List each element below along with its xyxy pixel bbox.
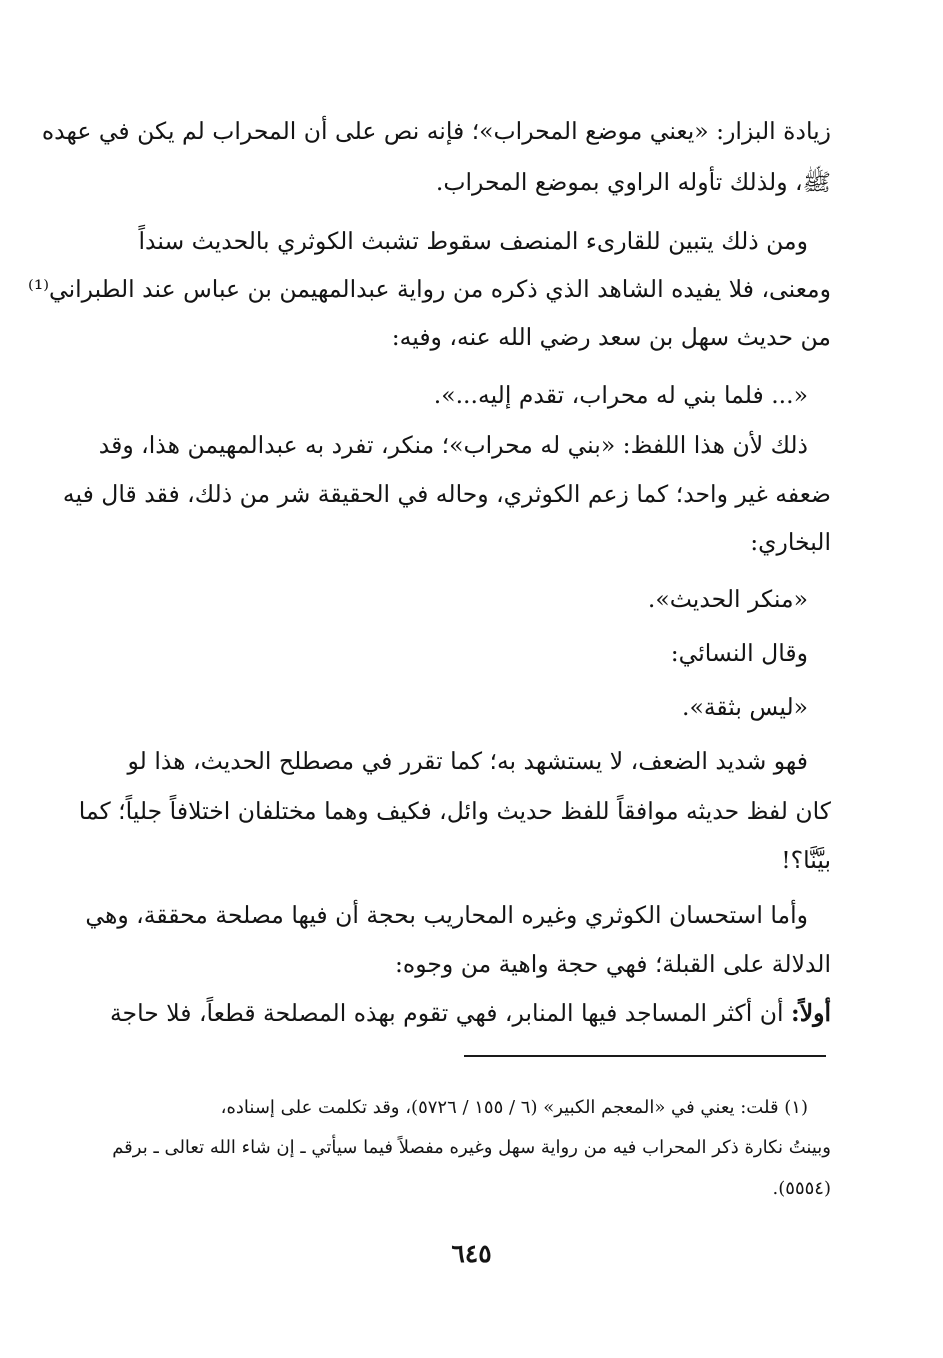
body-line-1: زيادة البزار: «يعني موضع المحراب»؛ فإنه نص على أن المحراب لم يكن في عهده: [41, 117, 831, 145]
body-line-7: ذلك لأن هذا اللفظ: «بني له محراب»؛ منكر، تفرد به عبدالمهيمن هذا، وقد: [98, 431, 808, 459]
first-point-line: [111, 996, 831, 1030]
body-line-9: البخاري:: [750, 528, 831, 556]
body-line-13: فهو شديد الضعف، لا يستشهد به؛ كما تقرر في مصطلح الحديث، هذا لو: [127, 747, 808, 775]
footnote-line-2: وبينتُ نكارة ذكر المحراب فيه من رواية سهل وغيره مفصلاً فيما سيأتي ـ إن شاء الله تعالى ـ برقم: [112, 1137, 831, 1158]
body-line-8: ضعفه غير واحد؛ كما زعم الكوثري، وحاله في الحقيقة شر من ذلك، فقد قال فيه: [62, 480, 831, 508]
footnote-line-3: (٥٥٥٤).: [772, 1178, 831, 1199]
first-point-text: أن أكثر المساجد فيها المنابر، فهي تقوم بهذه المصلحة قطعاً، فلا حاجة: [109, 999, 784, 1027]
body-line-2: ﷺ، ولذلك تأوله الراوي بموضع المحراب.: [435, 168, 831, 196]
bukhari-quote: «منكر الحديث».: [647, 585, 808, 613]
page-number: ٦٤٥: [451, 1239, 492, 1268]
body-line-3: ومن ذلك يتبين للقارىء المنصف سقوط تشبث الكوثري بالحديث سنداً: [138, 227, 808, 255]
footnote-separator: [464, 1055, 826, 1057]
footnote-line-1: (١) قلت: يعني في «المعجم الكبير» (٦ / ١٥٥ / ٥٧٢٦)، وقد تكلمت على إسناده،: [220, 1097, 808, 1118]
body-line-15: بيَّنَّا؟!: [781, 846, 831, 874]
quoted-hadith-line: «... فلما بني له محراب، تقدم إليه...».: [433, 381, 808, 409]
body-line-5: من حديث سهل بن سعد رضي الله عنه، وفيه:: [391, 323, 831, 351]
first-point-label: أولاً:: [791, 999, 831, 1027]
body-line-17: الدلالة على القبلة؛ فهي حجة واهية من وجوه:: [394, 950, 831, 978]
body-line-4: ومعنى، فلا يفيده الشاهد الذي ذكره من رواية عبدالمهيمن بن عباس عند الطبراني⁽¹⁾: [28, 275, 831, 303]
nasai-intro: وقال النسائي:: [670, 639, 808, 667]
body-line-14: كان لفظ حديثه موافقاً للفظ حديث وائل، فكيف وهما مختلفان اختلافاً جلياً؛ كما: [78, 797, 831, 825]
body-line-16: وأما استحسان الكوثري وغيره المحاريب بحجة أن فيها مصلحة محققة، وهي: [85, 901, 808, 929]
nasai-quote: «ليس بثقة».: [681, 693, 808, 721]
